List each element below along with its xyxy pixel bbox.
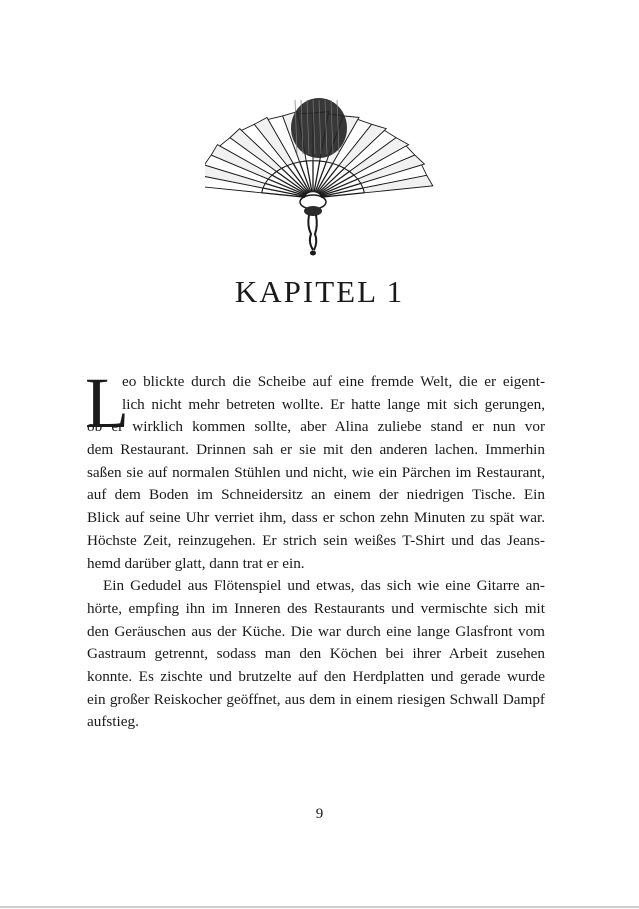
text-line: dem Restaurant. Drinnen sah er sie mit den anderen lachen. Immerhin xyxy=(87,441,545,459)
text-line: Ein Gedudel aus Flötenspiel und etwas, das sich wie eine Gitarre an- xyxy=(103,577,545,595)
text-line: ob er wirklich kommen sollte, aber Alina zuliebe stand er nun vor xyxy=(87,418,545,436)
text-line: aufstieg. xyxy=(87,713,139,731)
text-line: ein großer Reiskocher geöffnet, aus dem in einem riesigen Schwall Dampf xyxy=(87,690,545,708)
text-line: auf dem Boden im Schneidersitz an einem der niedrigen Tische. Ein xyxy=(87,486,545,504)
text-line: Gastraum getrennt, sodass man den Köchen bei ihrer Arbeit zusehen xyxy=(87,645,545,663)
body-text xyxy=(85,363,545,734)
text-line: lich nicht mehr betreten wollte. Er hatte lange mit sich gerungen, xyxy=(122,395,545,413)
text-line: Höchste Zeit, reinzugehen. Er strich sein weißes T-Shirt und das Jeans- xyxy=(87,531,545,549)
page-number: 9 xyxy=(315,806,324,822)
text-line: den Geräuschen aus der Küche. Die war durch eine lange Glasfront vom xyxy=(87,622,545,640)
page-edge-divider xyxy=(0,906,639,908)
text-line: hemd darüber glatt, dann trat er ein. xyxy=(87,554,305,572)
text-line: Blick auf seine Uhr verriet ihm, dass er schon zehn Minuten zu spät war. xyxy=(87,509,545,527)
text-line: saßen sie auf normalen Stühlen und nicht, wie ein Pärchen im Restaurant, xyxy=(87,463,545,481)
chapter-title: KAPITEL 1 xyxy=(234,274,405,309)
text-line: konnte. Es zischte und brutzelte auf den Herdplatten und gerade wurde xyxy=(87,667,545,685)
drop-cap: L xyxy=(85,363,129,443)
text-line: eo blickte durch die Scheibe auf eine fremde Welt, die er eigent- xyxy=(122,373,545,390)
text-line: hörte, empfing ihn im Inneren des Restaurants und vermischte sich mit xyxy=(87,599,545,617)
folding-fan-icon xyxy=(205,74,435,256)
